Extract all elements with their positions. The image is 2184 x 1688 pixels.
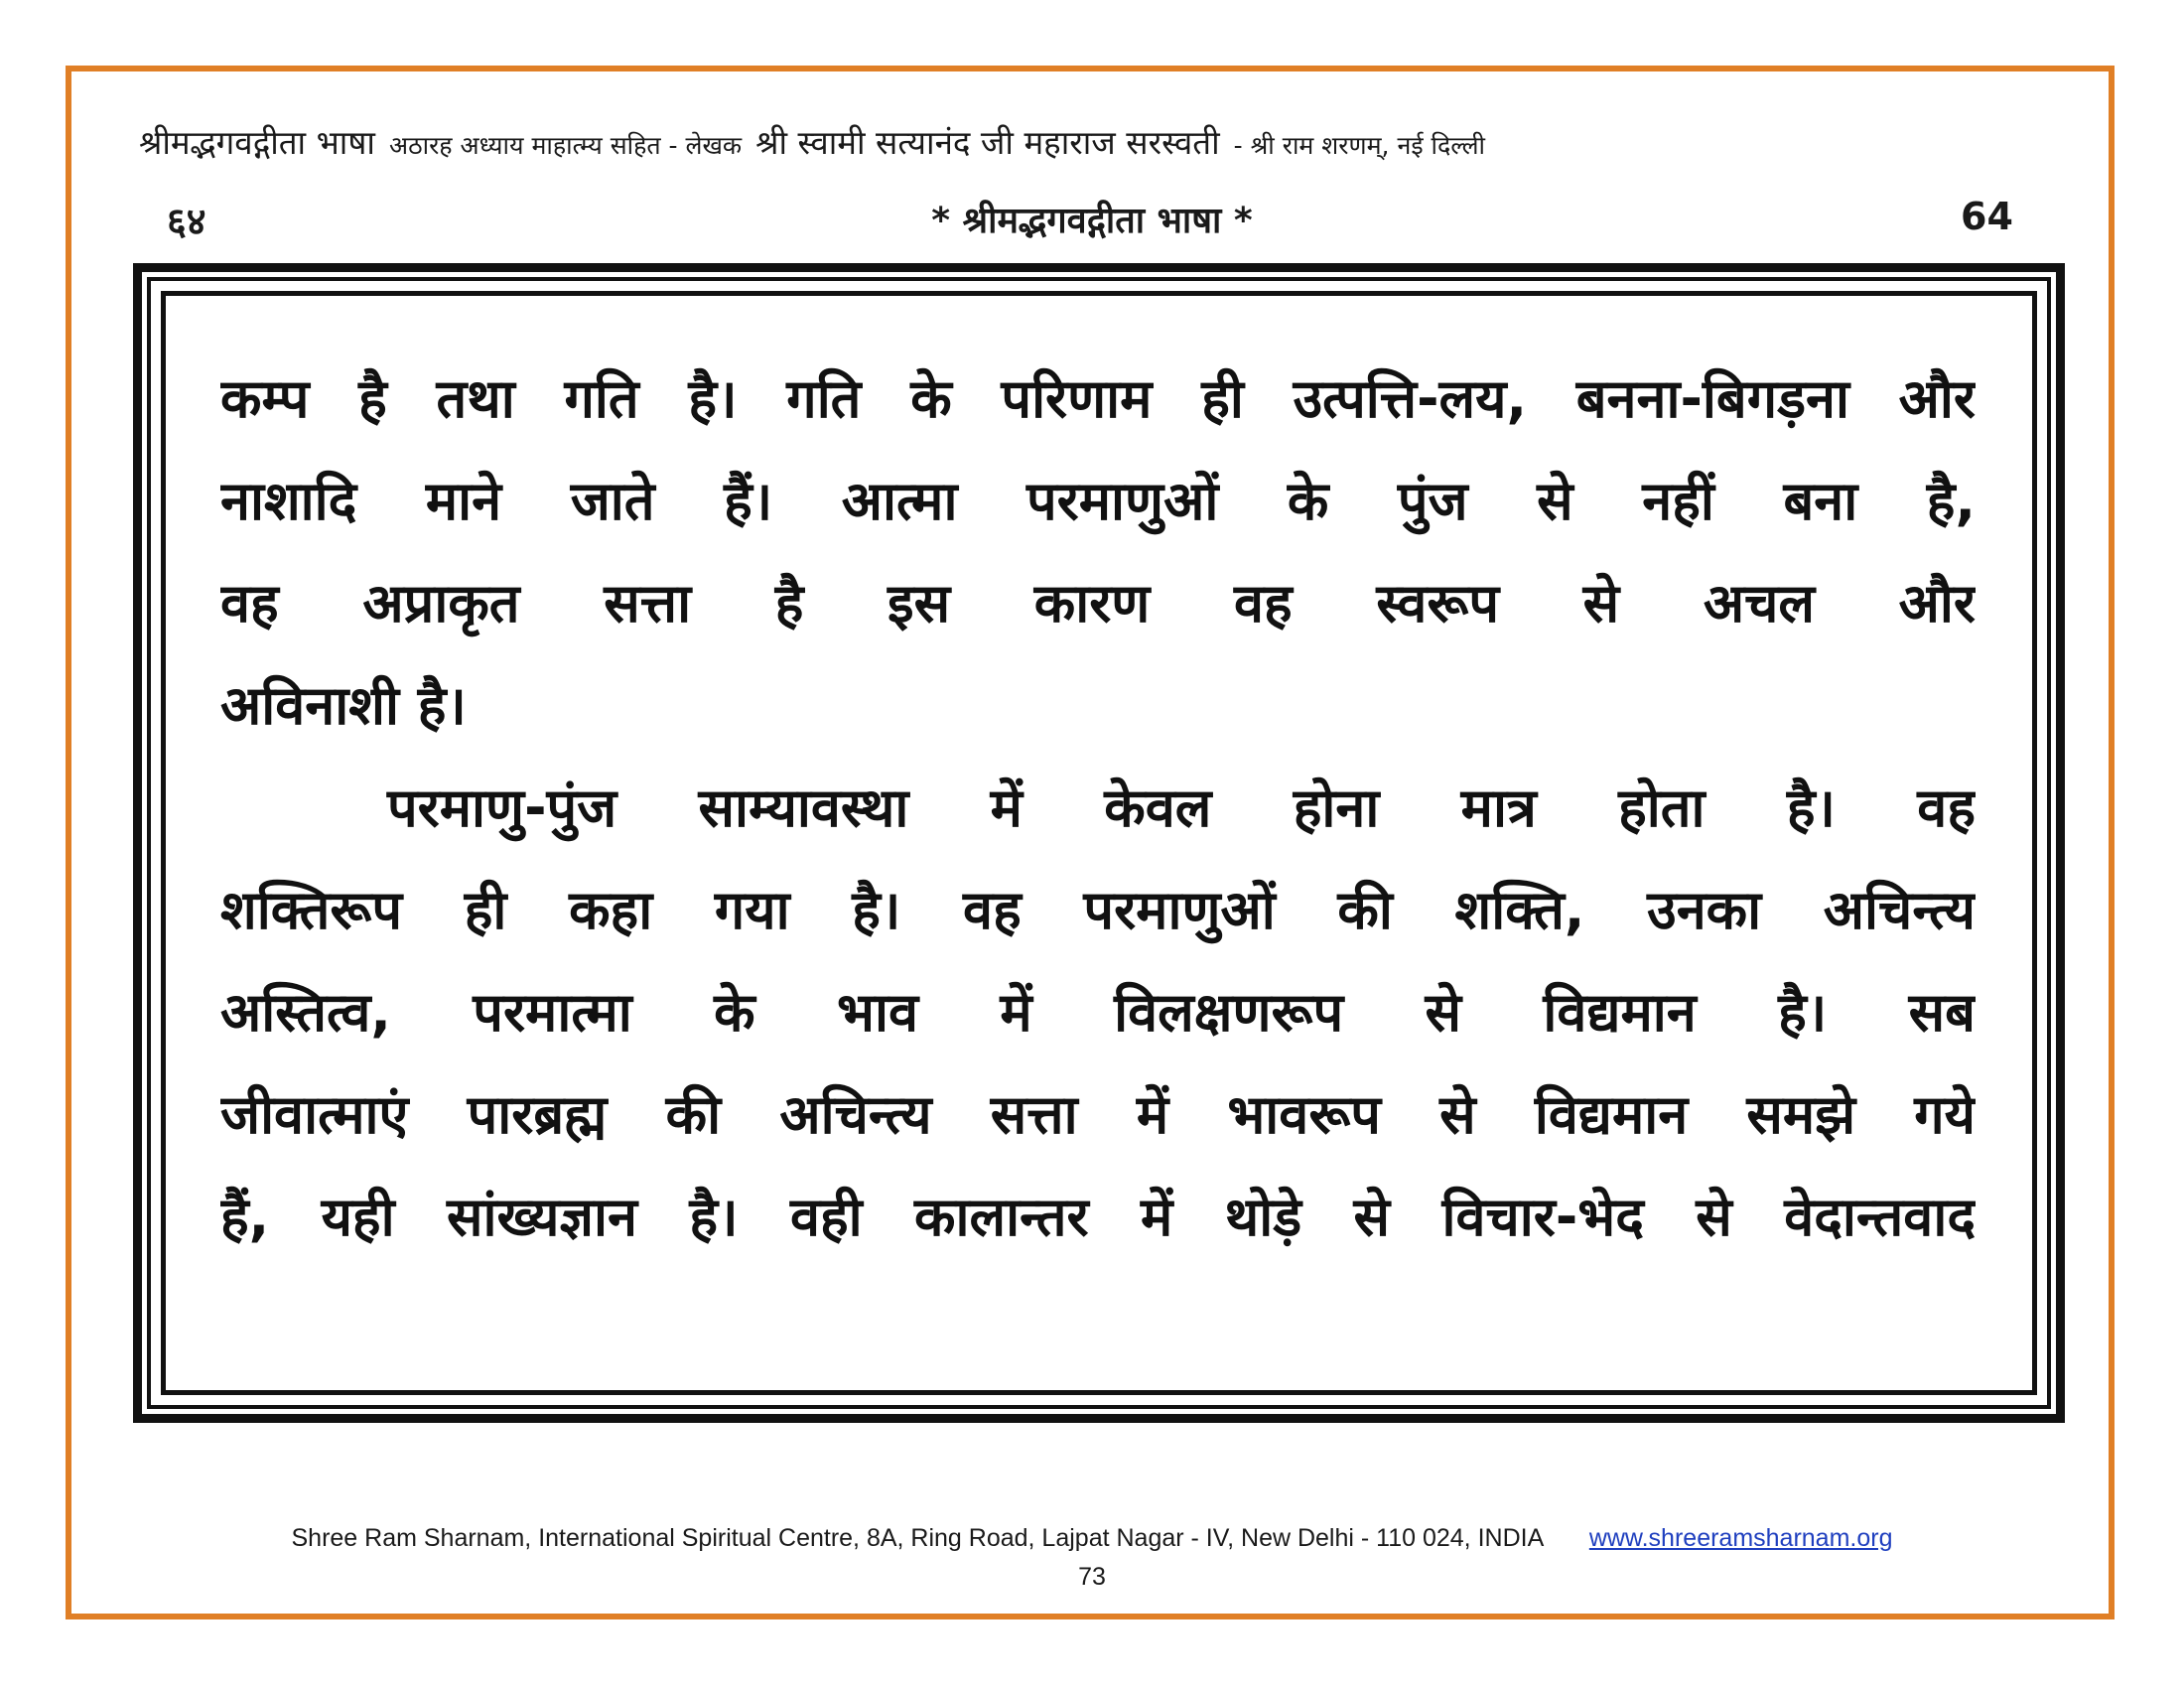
paragraph-start-line: परमाणु-पुंज साम्यावस्था में केवल होना मात्र होता है। वह: [387, 776, 1976, 839]
text-line: वह अप्राकृत सत्ता है इस कारण वह स्वरूप से अचल और: [220, 572, 1976, 634]
text-line: जीवात्माएं पारब्रह्म की अचिन्त्य सत्ता में भावरूप से विद्यमान समझे गये: [220, 1083, 1976, 1146]
scripture-text-block: [220, 359, 1976, 1280]
book-header: [139, 119, 2065, 171]
page-number-devanagari: ६४: [167, 200, 206, 243]
header-author: श्री स्वामी सत्यानंद जी महाराज सरस्वती: [755, 123, 1220, 162]
text-line: अविनाशी है।: [220, 674, 467, 737]
footer-address-line: [0, 1524, 2184, 1553]
header-publisher: - श्री राम शरणम्, नई दिल्ली: [1233, 131, 1486, 160]
text-line: हैं, यही सांख्यज्ञान है। वही कालान्तर में थोड़े से विचार-भेद से वेदान्तवाद: [220, 1186, 1976, 1248]
running-title: * श्रीमद्भगवद्गीता भाषा *: [931, 201, 1253, 241]
header-subtitle: अठारह अध्याय माहात्म्य सहित - लेखक: [388, 131, 743, 160]
header-title: श्रीमद्भगवद्गीता भाषा: [139, 123, 375, 162]
text-line: शक्तिरूप ही कहा गया है। वह परमाणुओं की शक्ति, उनका अचिन्त्य: [220, 879, 1976, 941]
website-link[interactable]: www.shreeramsharnam.org: [1588, 1524, 1893, 1552]
pdf-page-number: 73: [1078, 1563, 1106, 1591]
text-line: अस्तित्व, परमात्मा के भाव में विलक्षणरूप से विद्यमान है। सब: [220, 981, 1976, 1044]
footer-address: Shree Ram Sharnam, International Spiritual Centre, 8A, Ring Road, Lajpat Nagar - IV, New Delhi - 110 024, INDIA: [291, 1524, 1543, 1552]
text-line: कम्प है तथा गति है। गति के परिणाम ही उत्पत्ति-लय, बनना-बिगड़ना और: [220, 367, 1976, 430]
page-number-arabic: 64: [1961, 195, 2013, 238]
text-line: नाशादि माने जाते हैं। आत्मा परमाणुओं के पुंज से नहीं बना है,: [220, 470, 1976, 532]
